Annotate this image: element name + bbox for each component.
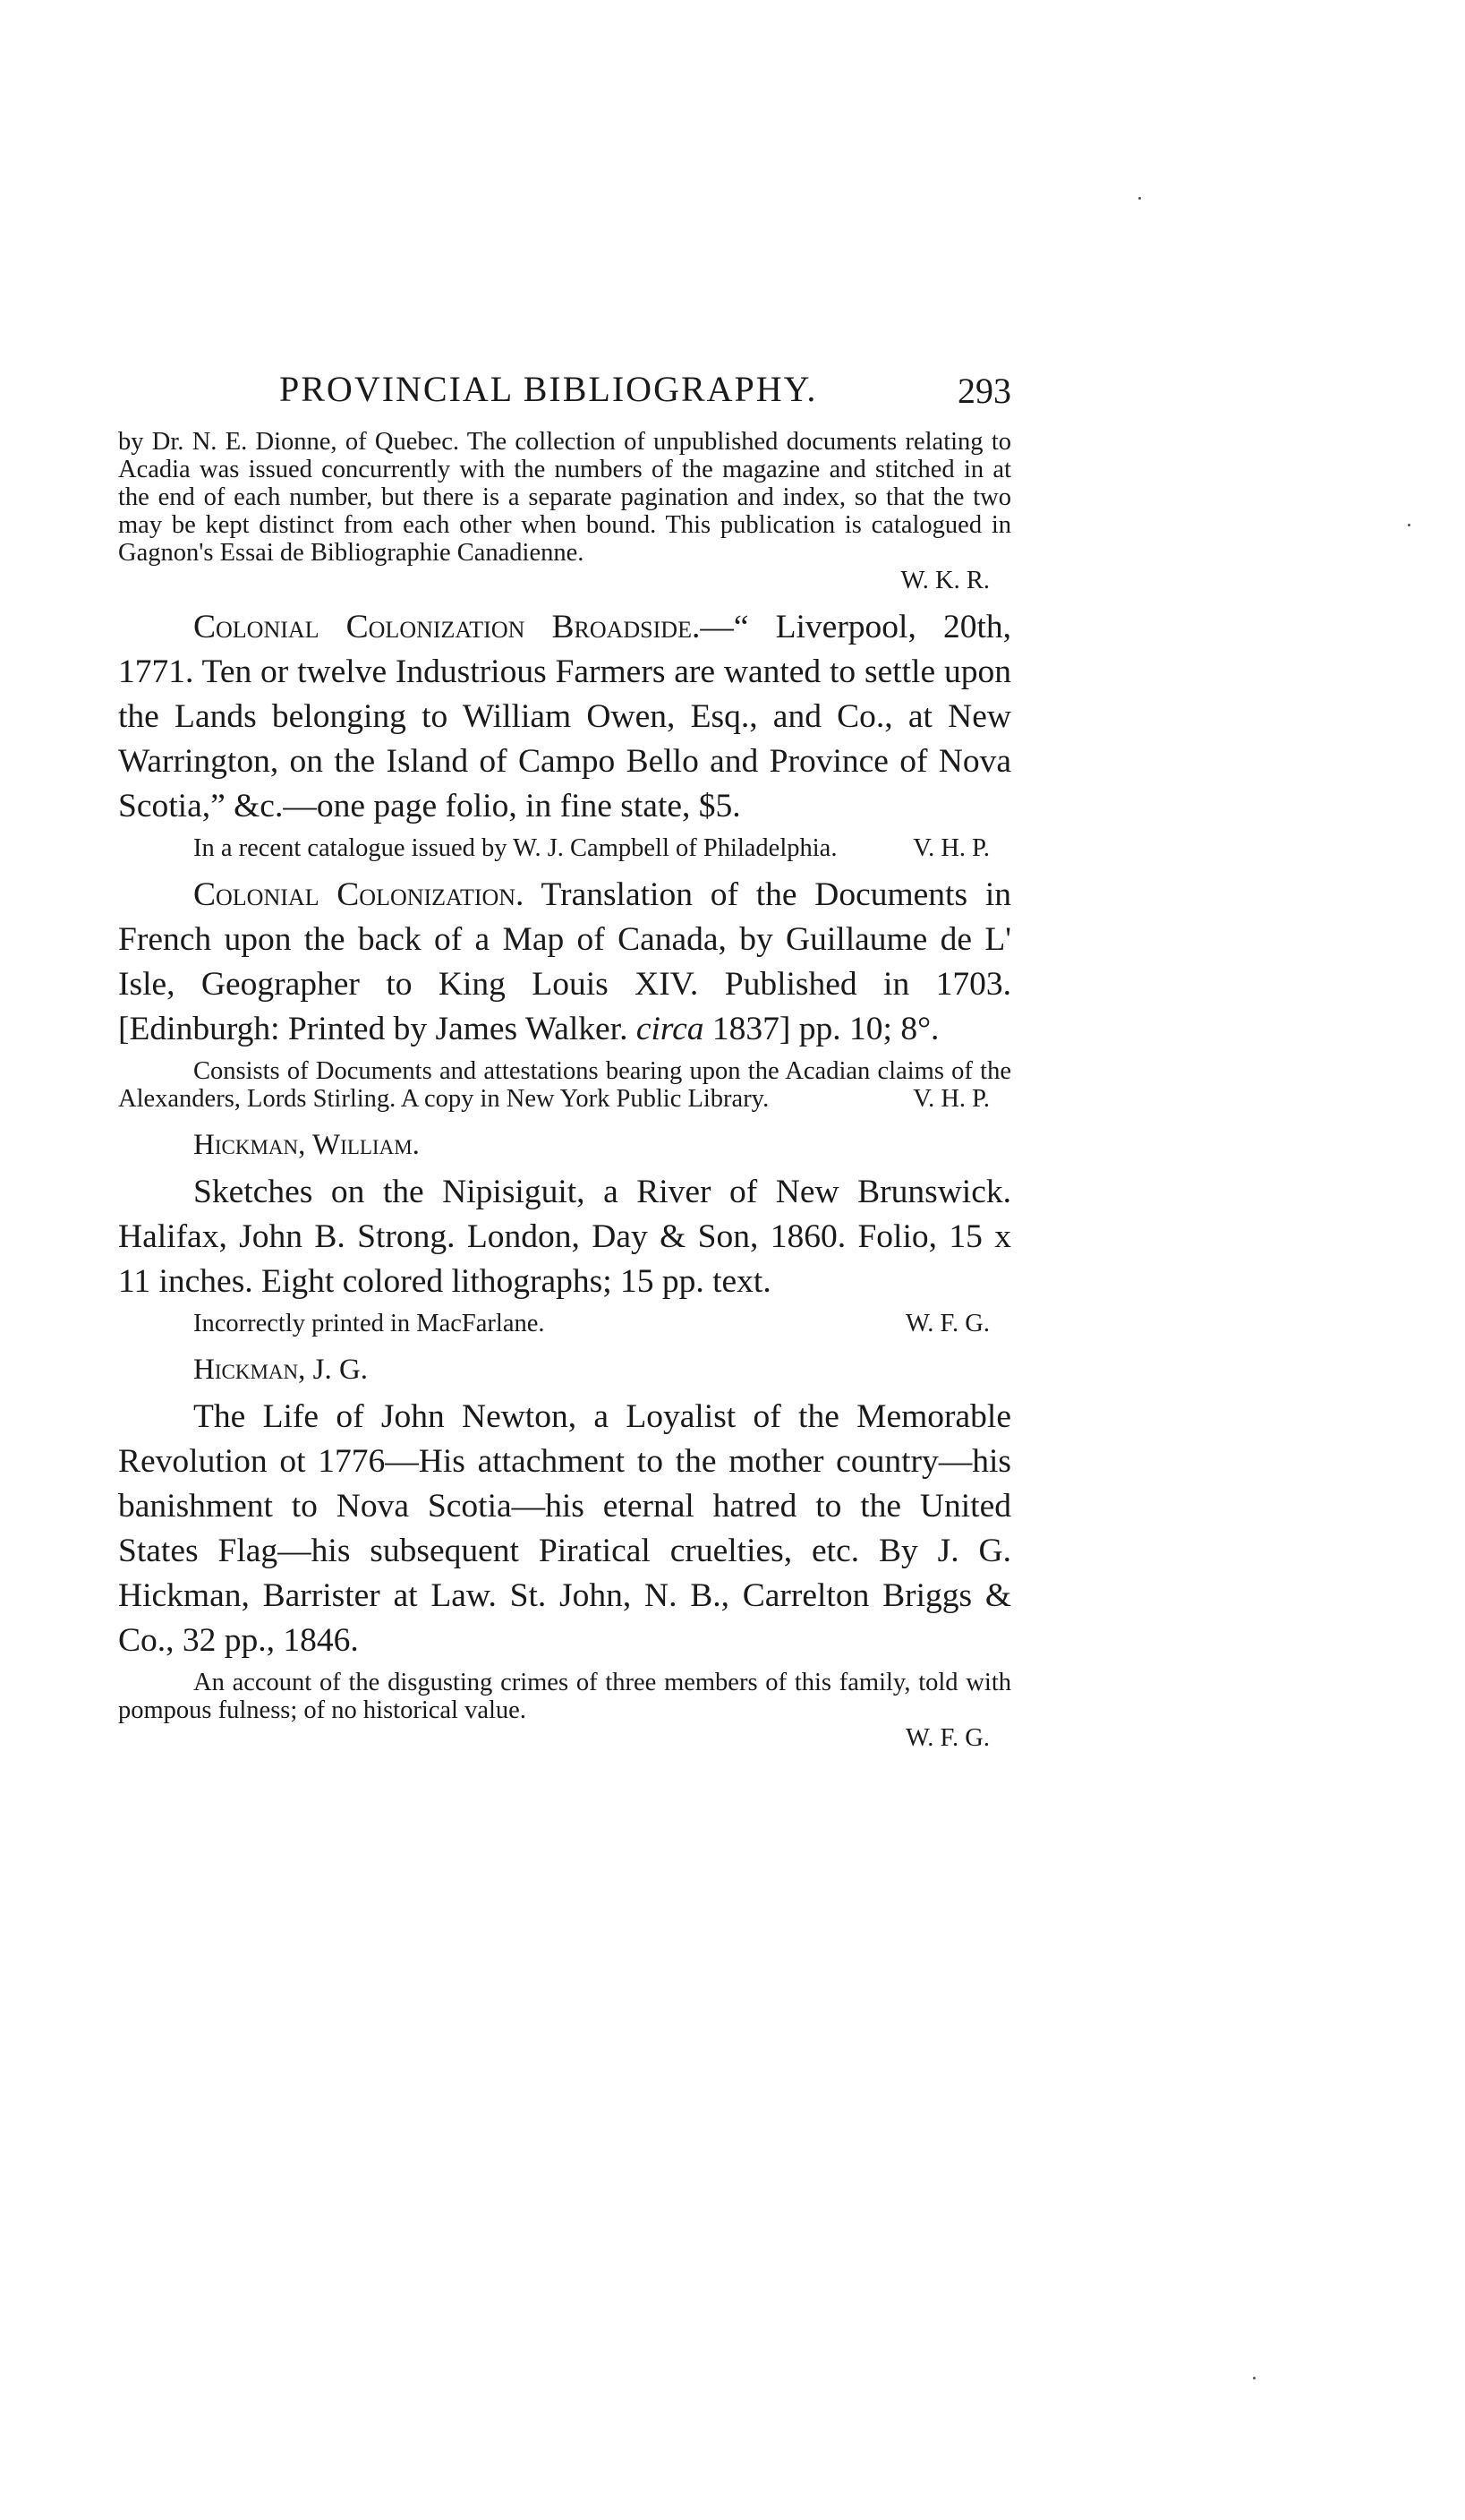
entry-hickman-william-text: Sketches on the Nipisiguit, a River of New Brunswick. Halifax, John B. Strong. London, Day & Son, 1860. Folio, 15 x 11 inches. Eight colored lithographs; 15 pp. text. bbox=[118, 1174, 1011, 1300]
entry-hickman-jg bbox=[118, 1348, 1011, 1752]
entry-colonization-heading: Colonial Colonization. bbox=[193, 876, 524, 913]
intro-signature: W. K. R. bbox=[900, 567, 990, 594]
intro-paragraph-block bbox=[118, 428, 1011, 594]
paper-speck bbox=[1253, 2377, 1256, 2379]
entry-hickman-william bbox=[118, 1123, 1011, 1337]
entry-colonization-body bbox=[118, 873, 1011, 1052]
entry-hickman-william-signature: W. F. G. bbox=[905, 1310, 990, 1337]
page-text-block bbox=[118, 365, 1011, 1752]
entry-colonization-note-line bbox=[118, 1057, 1011, 1113]
entry-hickman-jg-note: An account of the disgusting crimes of three members of this family, told with pompous fulness; of no historical value. bbox=[118, 1669, 1011, 1724]
entry-broadside bbox=[118, 605, 1011, 862]
entry-colonization-text-a: Translation of the Documents in French upon the back of a Map of Canada, by Guillaume de L' Isle, Geographer to King Louis XIV. Published in 1703. [Edinburgh: Printed by James Walker. bbox=[118, 876, 1011, 1047]
entry-colonization-text-b: 1837] pp. 10; 8°. bbox=[703, 1011, 940, 1047]
entry-colonization bbox=[118, 873, 1011, 1113]
paper-speck bbox=[1408, 524, 1410, 526]
entry-hickman-william-note-line bbox=[118, 1310, 1011, 1337]
page-number: 293 bbox=[958, 371, 1011, 411]
running-head bbox=[118, 365, 1011, 423]
entry-broadside-heading: Colonial Colonization Broadside. bbox=[193, 609, 701, 645]
entry-hickman-william-heading: Hickman, William. bbox=[193, 1129, 420, 1161]
running-title: PROVINCIAL BIBLIOGRAPHY. bbox=[279, 369, 818, 409]
entry-broadside-note: In a recent catalogue issued by W. J. Campbell of Philadelphia. bbox=[193, 834, 838, 862]
entry-broadside-body bbox=[118, 605, 1011, 829]
intro-paragraph: by Dr. N. E. Dionne, of Quebec. The collection of unpublished documents relating to Acadia was issued concurrently with the numbers of the magazine and stitched in at the end of each number, but there is a separate pagination and index, so that the two may be kept distinct from each other when bound. This publication is catalogued in Gagnon's Essai de Bibliographie Canadienne. bbox=[118, 428, 1011, 567]
entry-hickman-jg-text: The Life of John Newton, a Loyalist of the Memorable Revolution ot 1776—His attachment to the mother country—his banishment to Nova Scotia—his eternal hatred to the United States Flag—his subsequent Piratical cruelties, etc. By J. G. Hickman, Barrister at Law. St. John, N. B., Carrelton Briggs & Co., 32 pp., 1846. bbox=[118, 1398, 1011, 1659]
entry-hickman-jg-heading: Hickman, J. G. bbox=[193, 1354, 369, 1386]
entry-broadside-note-line bbox=[118, 834, 1011, 862]
entry-colonization-signature: V. H. P. bbox=[913, 1085, 990, 1113]
entry-colonization-italic: circa bbox=[635, 1011, 704, 1047]
entry-hickman-william-note: Incorrectly printed in MacFarlane. bbox=[193, 1310, 545, 1337]
paper-speck bbox=[1138, 197, 1141, 200]
entry-broadside-signature: V. H. P. bbox=[913, 834, 990, 862]
entry-hickman-jg-signature: W. F. G. bbox=[905, 1724, 990, 1752]
entry-colonization-note: Consists of Documents and attestations bearing upon the Acadian claims of the Alexanders, Lords Stirling. A copy in New York Public Library. bbox=[118, 1057, 1011, 1113]
entry-broadside-text: —“ Liverpool, 20th, 1771. Ten or twelve Industrious Farmers are wanted to settle upon the Lands belonging to William Owen, Esq., and Co., at New Warrington, on the Island of Campo Bello and Province of Nova Scotia,” &c.—one page folio, in fine state, $5. bbox=[118, 609, 1011, 824]
